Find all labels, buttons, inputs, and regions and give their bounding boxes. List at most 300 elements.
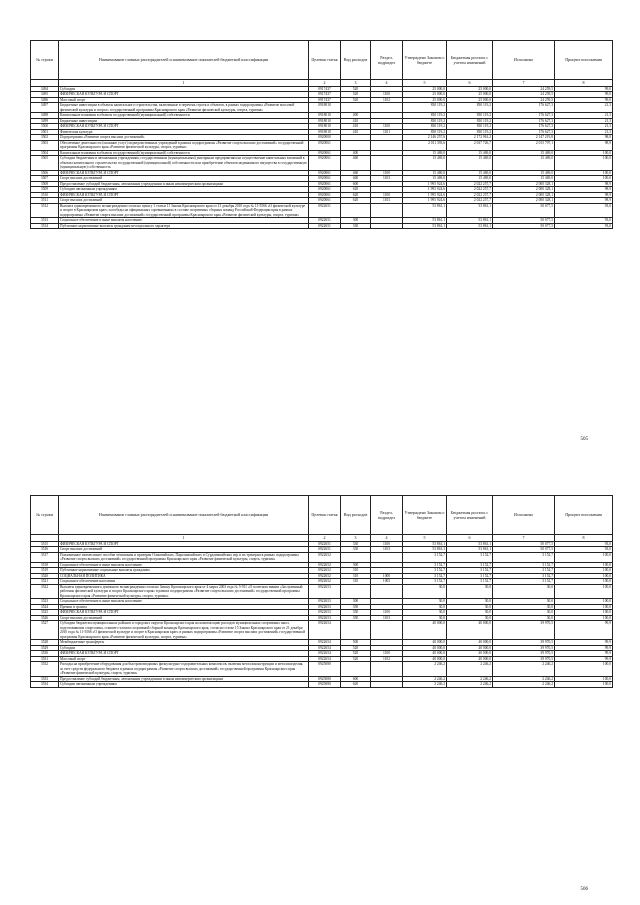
executed-amount: 15 469,0 — [493, 170, 555, 175]
section-code — [371, 682, 403, 687]
approved-amount: 3 152,7 — [403, 552, 447, 562]
expense-type: 410 — [341, 129, 371, 134]
row-name: Субсидии — [59, 645, 309, 650]
row-number: 3526 — [31, 615, 59, 620]
col-header-revised: Бюджетная роспись с учетом изменений — [447, 41, 493, 80]
execution-percent: 100,0 — [555, 552, 613, 562]
row-number: 3494 — [31, 87, 59, 92]
target-article: 0920061 — [309, 181, 341, 186]
approved-amount: 40 000,0 — [403, 621, 447, 640]
row-name: Предоставление субсидий бюджетным, автономным учреждениям и иным некоммерческим организациям — [59, 181, 309, 186]
revised-amount: 30,0 — [447, 584, 493, 598]
revised-amount: 2 022 257,7 — [447, 181, 493, 186]
execution-percent: 100,0 — [555, 610, 613, 615]
table-row — [31, 103, 613, 113]
execution-percent: 98,9 — [555, 187, 613, 192]
approved-amount: 30,0 — [403, 604, 447, 609]
row-name: ФИЗИЧЕСКАЯ КУЛЬТУРА И СПОРТ — [59, 192, 309, 197]
approved-amount: 40 000,0 — [403, 640, 447, 645]
expense-type: 330 — [341, 547, 371, 552]
row-number: 3524 — [31, 604, 59, 609]
executed-amount: 2 246,2 — [493, 676, 555, 681]
expense-type: 460 — [341, 170, 371, 175]
expense-type: 460 — [341, 176, 371, 181]
section-code: 1103 — [371, 615, 403, 620]
execution-percent: 100,0 — [555, 599, 613, 604]
execution-percent: 99,9 — [555, 621, 613, 640]
executed-amount: 176 627,3 — [493, 129, 555, 134]
execution-percent: 99,9 — [555, 645, 613, 650]
revised-amount: 53 861,1 — [447, 203, 493, 217]
row-name: Капитальные вложения в объекты государственной (муниципальной) собственности — [59, 150, 309, 155]
execution-percent: 21,3 — [555, 103, 613, 113]
target-article: 0922653 — [309, 604, 341, 609]
row-number: 3521 — [31, 579, 59, 584]
row-name: Социальное обеспечение и иные выплаты населению — [59, 218, 309, 223]
executed-amount: 30,0 — [493, 615, 555, 620]
executed-amount: 2 000 328,1 — [493, 198, 555, 203]
approved-amount: 30,0 — [403, 615, 447, 620]
target-article: 0922651 — [309, 203, 341, 217]
section-code: 1100 — [371, 92, 403, 97]
expense-type: 620 — [341, 682, 371, 687]
approved-amount: 3 152,7 — [403, 568, 447, 573]
revised-amount: 2 172 961,2 — [447, 135, 493, 140]
row-name: Капитальные вложения в объекты государственной (муниципальной) собственности — [59, 113, 309, 118]
approved-amount: 1 995 924,6 — [403, 192, 447, 197]
execution-percent: 93,0 — [555, 542, 613, 547]
row-number: 3525 — [31, 610, 59, 615]
section-code: 1100 — [371, 651, 403, 656]
row-name: Публичные нормативные выплаты гражданам несоциального характера — [59, 223, 309, 228]
revised-amount: 3 152,7 — [447, 562, 493, 567]
table-row — [31, 552, 613, 562]
expense-type: 300 — [341, 599, 371, 604]
approved-amount: 830 119,2 — [403, 118, 447, 123]
execution-percent: 21,3 — [555, 118, 613, 123]
target-article: 0920061 — [309, 150, 341, 155]
column-number: 2 — [309, 535, 341, 542]
target-article: 0920061 — [309, 170, 341, 175]
execution-percent: 99,0 — [555, 87, 613, 92]
execution-percent: 100,0 — [555, 156, 613, 170]
revised-amount: 830 119,2 — [447, 118, 493, 123]
executed-amount: 15 469,0 — [493, 150, 555, 155]
col-header-vid: Вид расходов — [341, 41, 371, 80]
row-name: ФИЗИЧЕСКАЯ КУЛЬТУРА И СПОРТ — [59, 170, 309, 175]
expense-type: 350 — [341, 615, 371, 620]
revised-amount: 830 119,2 — [447, 113, 493, 118]
approved-amount: 2 011 393,6 — [403, 140, 447, 150]
target-article: 0922651 — [309, 542, 341, 547]
row-name: ФИЗИЧЕСКАЯ КУЛЬТУРА И СПОРТ — [59, 610, 309, 615]
revised-amount: 3 152,7 — [447, 579, 493, 584]
execution-percent: 100,0 — [555, 682, 613, 687]
section-code: 1103 — [371, 176, 403, 181]
target-article: 0920061 — [309, 176, 341, 181]
row-number: 3529 — [31, 645, 59, 650]
target-article: 0922653 — [309, 599, 341, 604]
target-article: 0920061 — [309, 187, 341, 192]
column-number: 4 — [371, 535, 403, 542]
section-code: 1000 — [371, 573, 403, 578]
target-article: 0925080 — [309, 682, 341, 687]
row-number: 3534 — [31, 682, 59, 687]
row-number: 3533 — [31, 676, 59, 681]
section-code: 1100 — [371, 610, 403, 615]
row-name: Спорт высших достижений — [59, 615, 309, 620]
target-article: 0918010 — [309, 129, 341, 134]
section-code: 1101 — [371, 129, 403, 134]
col-header-num: № строки — [31, 496, 59, 535]
approved-amount: 3 152,7 — [403, 562, 447, 567]
execution-percent: 100,0 — [555, 176, 613, 181]
executed-amount: 3 152,7 — [493, 579, 555, 584]
col-header-target: Целевая статья — [309, 496, 341, 535]
row-number: 3511 — [31, 198, 59, 203]
column-number: 1 — [59, 535, 309, 542]
executed-amount: 30,0 — [493, 599, 555, 604]
table-row — [31, 223, 613, 228]
approved-amount: 53 861,1 — [403, 223, 447, 228]
target-article: 0922652 — [309, 562, 341, 567]
row-number: 3504 — [31, 150, 59, 155]
page-number: 505 — [580, 437, 588, 442]
revised-amount: 3 152,7 — [447, 573, 493, 578]
executed-amount: 2 000 328,1 — [493, 187, 555, 192]
row-number: 3522 — [31, 584, 59, 598]
expense-type: 400 — [341, 150, 371, 155]
executed-amount: 2 015 797,1 — [493, 140, 555, 150]
revised-amount: 25 000,0 — [447, 92, 493, 97]
target-article: 0922652 — [309, 573, 341, 578]
approved-amount: 1 995 924,6 — [403, 181, 447, 186]
expense-type: 620 — [341, 192, 371, 197]
executed-amount: 176 627,3 — [493, 124, 555, 129]
row-name: Субсидии бюджетным и автономным учреждениям, государственным (муниципальным) унитарным предприятиям на осуществление капитальных вложений в объекты капитального строительства государственной (муниципальной) собственности или приобретение объектов недвижимого имущества в государственную (муниципальную) собственность — [60, 156, 307, 170]
revised-amount: 30,0 — [447, 610, 493, 615]
column-number: 7 — [493, 80, 555, 87]
page-number: 506 — [580, 887, 588, 892]
execution-percent: 21,3 — [555, 113, 613, 118]
row-number: 3515 — [31, 542, 59, 547]
revised-amount: 2 022 257,7 — [447, 187, 493, 192]
expense-type: 520 — [341, 651, 371, 656]
approved-amount: 30,0 — [403, 599, 447, 604]
row-name: Социальное обеспечение населения — [59, 579, 309, 584]
section-code: 1100 — [371, 124, 403, 129]
row-name: Спорт высших достижений — [59, 198, 309, 203]
revised-amount: 53 861,1 — [447, 542, 493, 547]
execution-percent: 93,0 — [555, 223, 613, 228]
revised-amount: 2 022 257,7 — [447, 192, 493, 197]
revised-amount: 2 037 726,7 — [447, 140, 493, 150]
expense-type: 520 — [341, 92, 371, 97]
target-article: 0918010 — [309, 103, 341, 113]
executed-amount: 176 627,3 — [493, 103, 555, 113]
table-row — [31, 682, 613, 687]
approved-amount: 2 146 257,6 — [403, 135, 447, 140]
execution-percent: 100,0 — [555, 562, 613, 567]
row-name: Подпрограмма «Развитие спорта высших достижений» — [59, 135, 309, 140]
row-name: ФИЗИЧЕСКАЯ КУЛЬТУРА И СПОРТ — [59, 651, 309, 656]
col-header-executed: Исполнено — [493, 496, 555, 535]
section-code: 1103 — [371, 547, 403, 552]
budget-table — [30, 495, 613, 688]
col-header-razdel: Раздел, подраздел — [371, 41, 403, 80]
row-number: 3498 — [31, 113, 59, 118]
target-article: 0922654 — [309, 656, 341, 661]
row-name: ФИЗИЧЕСКАЯ КУЛЬТУРА И СПОРТ — [59, 124, 309, 129]
row-number: 3499 — [31, 118, 59, 123]
execution-percent: 99,9 — [555, 656, 613, 661]
target-article: 0922651 — [309, 547, 341, 552]
execution-percent: 99,0 — [555, 97, 613, 102]
section-code: 1102 — [371, 656, 403, 661]
expense-type — [341, 203, 371, 217]
expense-type — [341, 140, 371, 150]
column-number: 6 — [447, 535, 493, 542]
revised-amount: 830 119,2 — [447, 103, 493, 113]
row-number: 3503 — [31, 140, 59, 150]
row-number: 3510 — [31, 192, 59, 197]
executed-amount: 30,0 — [493, 610, 555, 615]
col-header-target: Целевая статья — [309, 41, 341, 80]
approved-amount: 53 861,1 — [403, 218, 447, 223]
approved-amount: 2 246,2 — [403, 662, 447, 676]
executed-amount: 50 077,5 — [493, 223, 555, 228]
revised-amount: 830 119,2 — [447, 129, 493, 134]
expense-type: 300 — [341, 562, 371, 567]
execution-percent: 98,9 — [555, 192, 613, 197]
row-name: Публичные нормативные социальные выплаты гражданам — [59, 568, 309, 573]
revised-amount: 15 469,0 — [447, 176, 493, 181]
col-header-executed: Исполнено — [493, 41, 555, 80]
target-article: 0920061 — [309, 192, 341, 197]
table-row — [31, 203, 613, 217]
col-header-approved: Утверждено Законом о бюджете — [403, 41, 447, 80]
column-number: 5 — [403, 80, 447, 87]
approved-amount: 1 995 924,6 — [403, 198, 447, 203]
execution-percent: 93,0 — [555, 547, 613, 552]
target-article: 0917437 — [309, 97, 341, 102]
row-number: 3520 — [31, 573, 59, 578]
approved-amount: 53 861,1 — [403, 542, 447, 547]
revised-amount: 2 022 257,7 — [447, 198, 493, 203]
row-name: Субсидии автономным учреждениям — [59, 187, 309, 192]
revised-amount: 53 861,1 — [447, 547, 493, 552]
executed-amount: 15 469,0 — [493, 156, 555, 170]
executed-amount: 24 259,5 — [493, 92, 555, 97]
executed-amount: 50 077,5 — [493, 203, 555, 217]
section-code — [371, 140, 403, 150]
table-row — [31, 140, 613, 150]
expense-type: 460 — [341, 156, 371, 170]
execution-percent: 100,0 — [555, 662, 613, 676]
expense-type: 520 — [341, 645, 371, 650]
execution-percent: 98,9 — [555, 198, 613, 203]
column-number: 7 — [493, 535, 555, 542]
column-number-row — [31, 535, 613, 542]
approved-amount: 30,0 — [403, 610, 447, 615]
approved-amount: 25 000,0 — [403, 87, 447, 92]
target-article: 0917437 — [309, 92, 341, 97]
row-number: 3532 — [31, 662, 59, 676]
row-name: Субсидии автономным учреждениям — [59, 682, 309, 687]
execution-percent: 100,0 — [555, 170, 613, 175]
row-number: 3501 — [31, 129, 59, 134]
revised-amount: 53 861,1 — [447, 223, 493, 228]
revised-amount: 30,0 — [447, 599, 493, 604]
expense-type: 500 — [341, 640, 371, 645]
executed-amount: 2 147 219,8 — [493, 135, 555, 140]
column-number — [31, 80, 59, 87]
expense-type: 520 — [341, 87, 371, 92]
column-number: 3 — [341, 535, 371, 542]
executed-amount: 39 970,5 — [493, 651, 555, 656]
column-number: 6 — [447, 80, 493, 87]
target-article: 0922652 — [309, 568, 341, 573]
row-name: Социальное обеспечение и иные выплаты населению — [59, 599, 309, 604]
execution-percent: 21,3 — [555, 124, 613, 129]
execution-percent: 21,3 — [555, 129, 613, 134]
executed-amount: 2 000 328,1 — [493, 181, 555, 186]
expense-type — [341, 584, 371, 598]
executed-amount: 2 000 328,1 — [493, 192, 555, 197]
section-code — [371, 621, 403, 640]
executed-amount: 3 152,7 — [493, 568, 555, 573]
execution-percent: 100,0 — [555, 579, 613, 584]
section-code: 1103 — [371, 198, 403, 203]
expense-type: 300 — [341, 218, 371, 223]
revised-amount: 25 000,0 — [447, 97, 493, 102]
executed-amount: 15 469,0 — [493, 176, 555, 181]
expense-type: 520 — [341, 97, 371, 102]
revised-amount: 2 246,2 — [447, 676, 493, 681]
execution-percent: 100,0 — [555, 568, 613, 573]
col-header-razdel: Раздел, подраздел — [371, 496, 403, 535]
expense-type: 520 — [341, 656, 371, 661]
row-number: 3512 — [31, 203, 59, 217]
section-code — [371, 584, 403, 598]
target-article: 0922653 — [309, 615, 341, 620]
section-code: 1100 — [371, 542, 403, 547]
row-name: Физическая культура — [59, 129, 309, 134]
expense-type — [341, 552, 371, 562]
row-number: 3527 — [31, 621, 59, 640]
executed-amount: 39 970,5 — [493, 621, 555, 640]
column-number: 8 — [555, 535, 613, 542]
revised-amount: 15 469,0 — [447, 170, 493, 175]
expense-type: 410 — [341, 124, 371, 129]
revised-amount: 2 246,2 — [447, 682, 493, 687]
target-article: 0920061 — [309, 156, 341, 170]
execution-percent: 100,0 — [555, 615, 613, 620]
row-name: Бюджетные инвестиции в объекты капитального строительства, включенные в перечень строек и объектов, в рамках подпрограммы «Развитие массовой физической культуры и спорта» государственной программы Красноярского края «Развитие физической культуры, спорта, туризма» — [59, 103, 309, 113]
expense-type: 350 — [341, 604, 371, 609]
revised-amount: 40 000,0 — [447, 621, 493, 640]
executed-amount: 39 970,5 — [493, 640, 555, 645]
execution-percent: 100,0 — [555, 584, 613, 598]
row-number: 3513 — [31, 218, 59, 223]
revised-amount: 40 000,0 — [447, 640, 493, 645]
column-number: 1 — [59, 80, 309, 87]
execution-percent: 100,0 — [555, 676, 613, 681]
revised-amount: 2 246,2 — [447, 662, 493, 676]
target-article: 0920061 — [309, 140, 341, 150]
section-code — [371, 203, 403, 217]
approved-amount: 1 995 924,6 — [403, 187, 447, 192]
col-header-vid: Вид расходов — [341, 496, 371, 535]
execution-percent: 98,9 — [555, 140, 613, 150]
expense-type: 620 — [341, 198, 371, 203]
target-article: 0922652 — [309, 579, 341, 584]
section-code — [371, 662, 403, 676]
target-article: 0922652 — [309, 552, 341, 562]
expense-type: 330 — [341, 223, 371, 228]
column-number: 2 — [309, 80, 341, 87]
executed-amount: 3 152,7 — [493, 562, 555, 567]
execution-percent: 100,0 — [555, 604, 613, 609]
revised-amount: 3 152,7 — [447, 552, 493, 562]
target-article: 0918010 — [309, 118, 341, 123]
target-article: 0922653 — [309, 610, 341, 615]
executed-amount: 50 077,5 — [493, 218, 555, 223]
col-header-name: Наименование главных распорядителей и наименование показателей бюджетной классификации — [59, 496, 309, 535]
target-article: 0922654 — [309, 640, 341, 645]
approved-amount: 40 000,0 — [403, 645, 447, 650]
executed-amount: 176 627,3 — [493, 113, 555, 118]
approved-amount: 830 119,2 — [403, 113, 447, 118]
approved-amount: 3 152,7 — [403, 573, 447, 578]
row-name: Массовый спорт — [59, 656, 309, 661]
row-number: 3497 — [31, 103, 59, 113]
column-number: 8 — [555, 80, 613, 87]
target-article: 0922654 — [309, 651, 341, 656]
executed-amount: 30,0 — [493, 604, 555, 609]
approved-amount: 40 000,0 — [403, 656, 447, 661]
executed-amount: 176 627,3 — [493, 118, 555, 123]
table-row — [31, 662, 613, 676]
approved-amount: 25 000,0 — [403, 97, 447, 102]
row-name: Пожизненное ежемесячное пособие чемпионам и призерам Олимпийских, Паралимпийских и Сурдлимпийских игр и их тренерам в рамках подпрограммы «Развитие спорта высших достижений» государственной программы Красноярского края «Развитие физической культуры, спорта, туризма» — [59, 552, 309, 562]
table-row — [31, 156, 613, 170]
target-article: 0925080 — [309, 662, 341, 676]
revised-amount: 53 861,1 — [447, 218, 493, 223]
row-number: 3514 — [31, 223, 59, 228]
approved-amount: 53 861,1 — [403, 547, 447, 552]
approved-amount: 15 469,0 — [403, 176, 447, 181]
col-header-percent: Процент исполнения — [555, 41, 613, 80]
column-number — [31, 535, 59, 542]
row-number: 3530 — [31, 651, 59, 656]
budget-table — [30, 40, 613, 229]
row-number: 3519 — [31, 568, 59, 573]
table-body — [31, 87, 613, 229]
target-article: 0920000 — [309, 135, 341, 140]
approved-amount: 25 000,0 — [403, 92, 447, 97]
row-number: 3523 — [31, 599, 59, 604]
row-name: Бюджетные инвестиции — [59, 118, 309, 123]
executed-amount: 24 259,5 — [493, 97, 555, 102]
revised-amount: 3 152,7 — [447, 568, 493, 573]
approved-amount: 15 469,0 — [403, 150, 447, 155]
approved-amount: 830 119,2 — [403, 129, 447, 134]
row-number: 3506 — [31, 170, 59, 175]
expense-type — [341, 103, 371, 113]
expense-type: 600 — [341, 676, 371, 681]
section-code — [371, 223, 403, 228]
